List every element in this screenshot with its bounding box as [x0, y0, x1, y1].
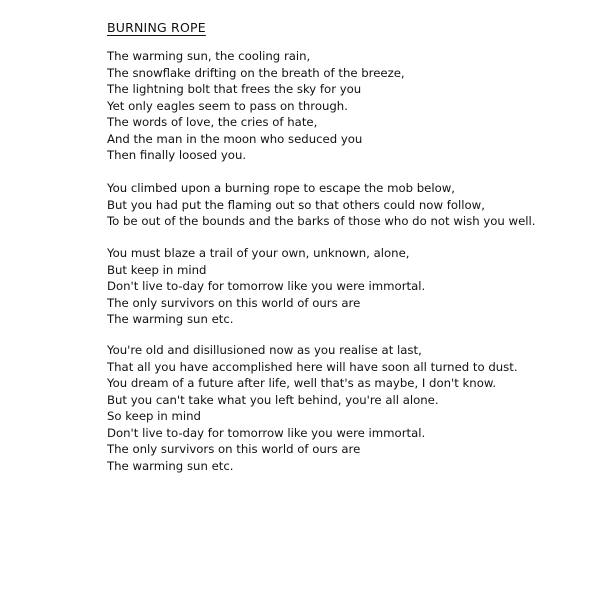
lyric-line: But keep in mind: [107, 262, 207, 277]
lyric-line: The only survivors on this world of ours are: [107, 295, 361, 310]
lyric-line: You dream of a future after life, well that's as maybe, I don't know.: [107, 376, 497, 390]
lyric-line: And the man in the moon who seduced you: [107, 131, 363, 146]
lyric-line: The only survivors on this world of ours are: [107, 442, 361, 456]
lyric-line: So keep in mind: [107, 409, 201, 423]
lyric-line: But you can't take what you left behind, you're all alone.: [107, 392, 439, 407]
lyric-line: Don't live to-day for tomorrow like you were immortal.: [107, 425, 426, 440]
lyric-line: The warming sun etc.: [107, 312, 234, 326]
lyric-line: That all you have accomplished here will have soon all turned to dust.: [107, 359, 518, 374]
stanza-1: [107, 48, 405, 164]
lyric-line: To be out of the bounds and the barks of those who do not wish you well.: [107, 214, 536, 228]
stanza-4: [107, 342, 518, 474]
lyric-line: You must blaze a trail of your own, unknown, alone,: [107, 246, 410, 260]
song-title: BURNING ROPE: [107, 20, 206, 35]
stanza-3: [107, 245, 425, 328]
lyric-line: You climbed upon a burning rope to escape the mob below,: [107, 181, 456, 195]
lyric-line: The warming sun etc.: [107, 458, 234, 473]
lyric-line: Don't live to-day for tomorrow like you were immortal.: [107, 279, 426, 293]
lyric-line: But you had put the flaming out so that others could now follow,: [107, 197, 485, 212]
lyric-line: The lightning bolt that frees the sky for you: [107, 82, 362, 96]
lyric-line: You're old and disillusioned now as you realise at last,: [107, 343, 422, 357]
lyric-line: The snowflake drifting on the breath of the breeze,: [107, 65, 405, 80]
lyric-line: The words of love, the cries of hate,: [107, 115, 318, 129]
lyric-line: Yet only eagles seem to pass on through.: [107, 98, 348, 113]
lyric-line: Then finally loosed you.: [107, 148, 247, 162]
lyric-line: The warming sun, the cooling rain,: [107, 49, 311, 63]
stanza-2: [107, 180, 536, 230]
